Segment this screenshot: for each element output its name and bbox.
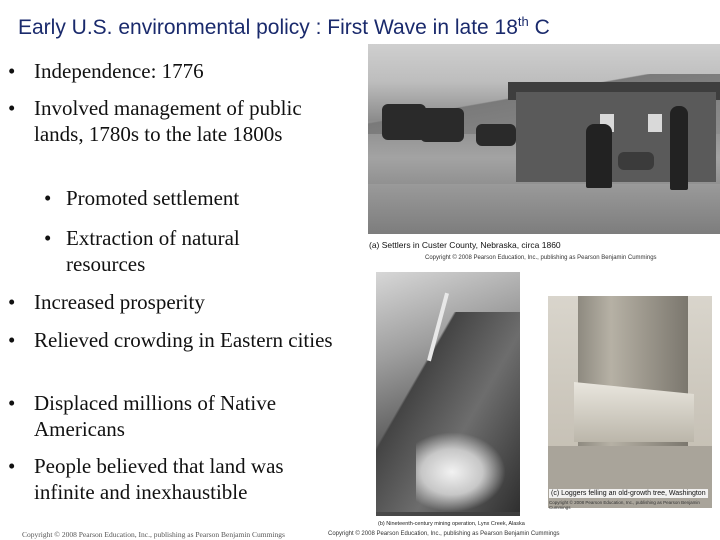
bullet-dot: • xyxy=(8,96,16,120)
mining-caption: (b) Nineteenth-century mining operation, Lynx Creek, Alaska xyxy=(378,521,525,527)
bullet-dot: • xyxy=(8,454,16,478)
bullet-text: Extraction of natural resources xyxy=(66,226,240,276)
bullet-dot: • xyxy=(8,59,16,83)
settlers-caption: (a) Settlers in Custer County, Nebraska, circa 1860 xyxy=(369,240,561,250)
bullet-text: Involved management of public lands, 1780s to the late 1800s xyxy=(34,96,302,146)
bullet-item xyxy=(8,390,338,442)
bullet-dot: • xyxy=(8,290,16,314)
bullet-text: People believed that land was infinite and inexhaustible xyxy=(34,454,284,504)
bullet-text: Relieved crowding in Eastern cities xyxy=(34,328,333,352)
bullet-item xyxy=(8,95,348,147)
bullet-text: Displaced millions of Native Americans xyxy=(34,391,277,441)
title-main: Early U.S. environmental policy : First Wave in late 18 xyxy=(18,16,518,39)
settlers-photo xyxy=(368,44,720,234)
footer-copyright: Copyright © 2008 Pearson Education, Inc., publishing as Pearson Benjamin Cummings xyxy=(22,530,285,539)
bullet-dot: • xyxy=(44,226,52,250)
title-superscript: th xyxy=(517,14,529,29)
sub-bullet-item xyxy=(44,185,354,211)
settlers-copyright: Copyright © 2008 Pearson Education, Inc., publishing as Pearson Benjamin Cummings xyxy=(425,255,657,261)
bullet-dot: • xyxy=(8,391,16,415)
bullet-item xyxy=(8,289,348,315)
bullet-item xyxy=(8,453,348,505)
bullet-dot: • xyxy=(8,328,16,352)
title-end: C xyxy=(528,16,550,39)
bullet-text: Promoted settlement xyxy=(66,186,240,210)
footer-copyright-right: Copyright © 2008 Pearson Education, Inc., publishing as Pearson Benjamin Cummings xyxy=(328,531,560,537)
logging-photo xyxy=(548,296,712,508)
bullet-text: Increased prosperity xyxy=(34,290,205,314)
bullet-text: Independence: 1776 xyxy=(34,59,204,83)
logging-caption: (c) Loggers felling an old-growth tree, Washington xyxy=(551,490,706,497)
slide-title xyxy=(18,14,718,40)
bullet-item xyxy=(8,58,348,84)
bullet-item xyxy=(8,327,338,353)
logging-copyright: Copyright © 2008 Pearson Education, Inc., publishing as Pearson Benjamin Cummings xyxy=(549,500,700,510)
mining-photo xyxy=(376,272,520,516)
sub-bullet-item xyxy=(44,225,304,277)
bullet-dot: • xyxy=(44,186,52,210)
